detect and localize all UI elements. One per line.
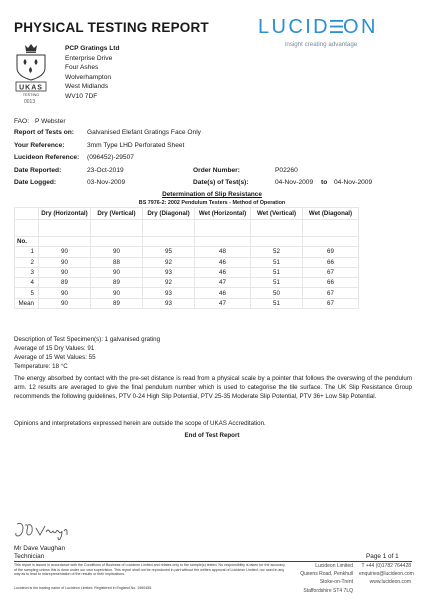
table-cell: 90 — [39, 247, 91, 257]
svg-text:UKAS: UKAS — [19, 84, 43, 92]
table-cell: 47 — [195, 298, 251, 308]
table-row — [15, 267, 359, 277]
table-cell: 92 — [143, 257, 195, 267]
table-cell: 90 — [39, 298, 91, 308]
table-cell: 51 — [251, 278, 303, 288]
row-label: 2 — [15, 257, 39, 267]
no-header-row — [15, 237, 359, 247]
row-label: Mean — [15, 298, 39, 308]
lucideon-logo — [258, 16, 378, 39]
row-label: 1 — [15, 247, 39, 257]
date-logged-label: Date Logged: — [14, 179, 57, 186]
table-row-mean — [15, 298, 359, 308]
fao-value: P Webster — [35, 118, 66, 125]
test-date-to: 04-Nov-2009 — [334, 179, 373, 186]
table-cell: 90 — [91, 267, 143, 277]
logo-e-mark — [330, 16, 343, 39]
dry-average: Average of 15 Dry Values: 91 — [14, 345, 95, 352]
date-logged-value: 03-Nov-2009 — [87, 179, 126, 186]
logo-text-right: ON — [343, 16, 378, 38]
temperature: Temperature: 18 °C — [14, 363, 68, 370]
report-of-tests-value: Galvanised Elefant Gratings Face Only — [87, 129, 201, 136]
address-line: Wolverhampton — [65, 73, 112, 81]
method-paragraph: The energy absorbed by contact with the pre-set distance is read from a physical scale by a pointer that follows the overswing of the pendulum arm. 12 results are averaged to give the final pendulum number which is used to categorise the tile surface. The UK Slip Resistance Group recommends the following guidelines, PTV 0-24 High Slip Potential, PTV 25-35 Moderate Slip Potential, PTV 36+ Low Slip Potential. — [14, 375, 412, 400]
footer-phone: T +44 (0)1782 764428 — [361, 563, 411, 569]
footer-website[interactable]: www.lucideon.com — [369, 579, 411, 586]
table-cell: 66 — [303, 257, 359, 267]
table-cell: 92 — [143, 278, 195, 288]
footer-address-line: Staffordshire ST4 7LQ — [303, 587, 353, 594]
your-reference-label: Your Reference: — [14, 142, 65, 149]
table-cell: 46 — [195, 257, 251, 267]
section-subheading: BS 7976-2: 2002 Pendulum Testers - Method of Operation — [138, 200, 286, 206]
table-cell: 51 — [251, 267, 303, 277]
table-cell: 48 — [195, 247, 251, 257]
table-cell: 46 — [195, 267, 251, 277]
table-cell: 90 — [91, 247, 143, 257]
column-header: Dry (Horizontal) — [39, 208, 91, 220]
table-cell: 67 — [303, 267, 359, 277]
column-header: Dry (Vertical) — [91, 208, 143, 220]
table-cell: 89 — [91, 298, 143, 308]
table-cell: 47 — [195, 278, 251, 288]
footer-address-line: Queens Road, Penkhull — [300, 571, 353, 578]
row-label: 4 — [15, 278, 39, 288]
footer-small-print: This report is issued in accordance with the Conditions of Business of Lucideon Limited and relates only to the sample(s) tested. No responsibility is taken for the accuracy of the sampling unless this is done under our own supervision. This report shall not be reproduced in part without the written approval of Lucideon Limited, nor used in any way as to lead to misrepresentation of the results or their implications. — [14, 563, 285, 577]
table-row — [15, 278, 359, 288]
table-cell: 88 — [91, 257, 143, 267]
svg-text:TESTING: TESTING — [22, 93, 40, 97]
table-cell: 90 — [39, 257, 91, 267]
ukas-number: 0013 — [24, 99, 36, 105]
recipient-address — [65, 44, 119, 102]
report-title: PHYSICAL TESTING REPORT — [14, 20, 209, 35]
test-date-from: 04-Nov-2009 — [275, 179, 314, 186]
spacer-row — [15, 220, 359, 237]
wet-average: Average of 15 Wet Values: 55 — [14, 354, 96, 361]
footer-address — [291, 562, 353, 595]
date-reported-value: 23-Oct-2019 — [87, 167, 124, 174]
report-of-tests-label: Report of Tests on: — [14, 129, 74, 136]
footer-registered: Lucideon is the trading name of Lucideon Limited. Registered in England No. 1960455. — [14, 586, 153, 590]
address-line: Four Ashes — [65, 64, 99, 72]
table-cell: 90 — [39, 267, 91, 277]
page-number: Page 1 of 1 — [366, 553, 399, 560]
end-of-report: End of Test Report — [184, 432, 240, 439]
column-header: Wet (Diagonal) — [303, 208, 359, 220]
row-label: 3 — [15, 267, 39, 277]
test-notes — [14, 335, 160, 371]
no-label: No. — [15, 237, 39, 247]
test-dates-label: Date(s) of Test(s): — [193, 179, 249, 186]
ukas-accreditation-mark — [14, 42, 48, 103]
table-cell: 93 — [143, 288, 195, 298]
table-header-row — [15, 208, 359, 220]
footer-address-line: Stoke-on-Trent — [319, 579, 353, 586]
company-name: PCP Gratings Ltd — [65, 45, 120, 52]
column-header: Wet (Horizontal) — [195, 208, 251, 220]
table-cell: 90 — [39, 288, 91, 298]
lucideon-reference-label: Lucideon Reference: — [14, 154, 80, 161]
signature — [14, 521, 84, 546]
address-line: WV10 7DF — [65, 92, 98, 100]
table-cell: 50 — [251, 288, 303, 298]
table-cell: 90 — [91, 288, 143, 298]
signatory-name: Mr Dave Vaughan — [14, 545, 66, 552]
table-cell: 89 — [91, 278, 143, 288]
table-cell: 52 — [251, 247, 303, 257]
table-cell: 93 — [143, 298, 195, 308]
fao-row — [14, 118, 29, 125]
test-date-to-label: to — [321, 179, 328, 186]
table-cell: 69 — [303, 247, 359, 257]
table-cell: 67 — [303, 298, 359, 308]
table-cell: 93 — [143, 267, 195, 277]
table-row — [15, 247, 359, 257]
date-reported-label: Date Reported: — [14, 167, 62, 174]
table-row — [15, 288, 359, 298]
signatory-role: Technician — [14, 553, 45, 560]
footer-email[interactable]: enquiries@lucideon.com — [359, 571, 414, 578]
column-header: Wet (Vertical) — [251, 208, 303, 220]
logo-tagline: insight creating advantage — [285, 41, 358, 48]
order-number-label: Order Number: — [193, 167, 240, 174]
column-header: Dry (Diagonal) — [143, 208, 195, 220]
fao-label: FAO: — [14, 118, 30, 125]
table-cell: 51 — [251, 298, 303, 308]
row-label: 5 — [15, 288, 39, 298]
logo-text-left: LUCID — [258, 16, 331, 38]
table-cell: 66 — [303, 278, 359, 288]
address-line: West Midlands — [65, 83, 109, 91]
table-cell: 95 — [143, 247, 195, 257]
table-cell: 46 — [195, 288, 251, 298]
address-line: Enterprise Drive — [65, 54, 113, 62]
order-number-value: P02260 — [275, 167, 298, 174]
opinion-statement: Opinions and interpretations expressed herein are outside the scope of UKAS Accreditation. — [14, 420, 266, 427]
table-cell: 51 — [251, 257, 303, 267]
footer-contact — [359, 562, 414, 587]
table-cell: 67 — [303, 288, 359, 298]
slip-resistance-table — [14, 207, 359, 309]
table-row — [15, 257, 359, 267]
header-blank — [15, 208, 39, 220]
your-reference-value: 3mm Type LHD Perforated Sheet — [87, 142, 185, 149]
lucideon-reference-value: (096452)-29507 — [87, 154, 134, 161]
section-heading: Determination of Slip Resistance — [162, 191, 262, 198]
specimen-description: Description of Test Specimen(s): 1 galvanised grating — [14, 336, 161, 343]
footer-address-line: Lucideon Limited — [315, 563, 353, 569]
table-cell: 89 — [39, 278, 91, 288]
